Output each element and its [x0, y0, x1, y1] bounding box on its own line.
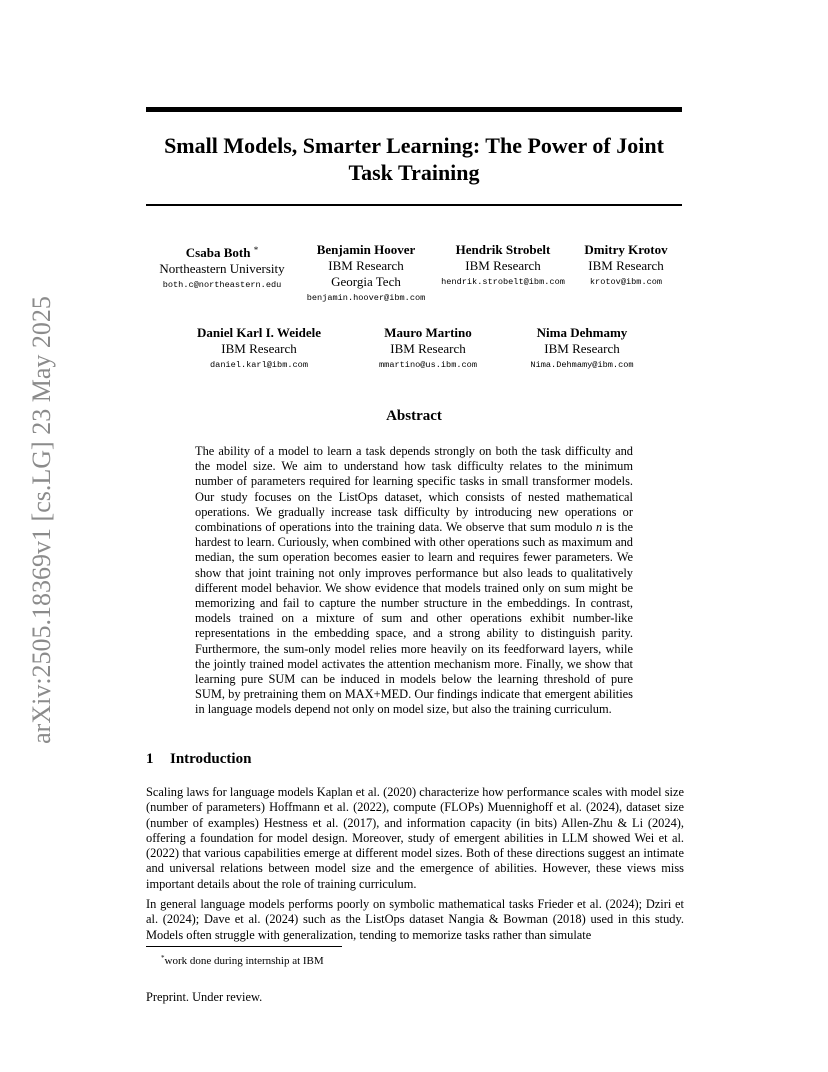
abstract-body: The ability of a model to learn a task depends strongly on both the task difficulty and the model size. We aim to understand how task difficulty relates to the minimum number of parameters required for learning specific tasks in small transformer models. Our study focuses on the ListOps dataset, which consists of nested mathematical operations. We gradually increase task difficulty by introducing new operations or combinations of operations into the training data. We observe that sum modulo n is the hardest to learn. Curiously, when combined with other operations such as maximum and median, the sum operation becomes easier to learn and requires fewer parameters. We show that joint training not only improves performance but also leads to qualitatively different model behavior. We show evidence that models trained only on sum might be memorizing and fail to capture the number structure in the embeddings. In contrast, models trained on a mixture of sum and other operations exhibit number-like representations in the embedding space, and a strong ability to distinguish parity. Furthermore, the sum-only model relies more heavily on its feedforward layers, while the jointly trained model activates the attention mechanism more. Finally, we show that learning pure SUM can be induced in models below the learning threshold of pure SUM, by pretraining them on MAX+MED. Our findings indicate that emergent abilities in language models depend not only on model size, but also the training curriculum.: [195, 444, 633, 717]
author-affiliation: Northeastern University: [159, 261, 285, 276]
author-affiliation: IBM Research: [544, 341, 620, 356]
paper-title: [146, 132, 682, 186]
author-block: [438, 242, 568, 290]
author-name: Nima Dehmamy: [536, 325, 628, 340]
variable-n: n: [596, 520, 603, 535]
author-block: [152, 242, 292, 293]
author-email[interactable]: both.c@northeastern.edu: [162, 280, 282, 290]
author-name: Hendrik Strobelt: [455, 242, 551, 257]
author-email[interactable]: benjamin.hoover@ibm.com: [306, 293, 426, 303]
footnote-mark: *: [161, 954, 165, 962]
abstract-heading: Abstract: [386, 408, 442, 424]
author-name: Mauro Martino: [384, 325, 472, 340]
title-line-2: Task Training: [348, 160, 480, 185]
author-name: Daniel Karl I. Weidele: [197, 325, 321, 340]
intro-paragraph-2: In general language models performs poorly on symbolic mathematical tasks Frieder et al. (2024); Dziri et al. (2024); Dave et al. (2024) such as the ListOps dataset Nangia & Bowman (2018) used in this study. Models often struggle with generalization, tending to memorize tasks rather than simulate: [146, 897, 684, 942]
author-block: [516, 325, 648, 373]
author-affiliation: IBM Research: [465, 258, 541, 273]
author-email[interactable]: Nima.Dehmamy@ibm.com: [530, 360, 634, 370]
author-email[interactable]: mmartino@us.ibm.com: [379, 360, 477, 370]
author-name: Csaba Both *: [185, 245, 259, 260]
author-email[interactable]: krotov@ibm.com: [589, 277, 663, 287]
author-affiliation: IBM Research: [390, 341, 466, 356]
author-affiliation: IBM Research: [328, 258, 404, 273]
title-line-1: Small Models, Smarter Learning: The Power of Joint: [164, 133, 664, 158]
author-affiliation: IBM Research: [221, 341, 297, 356]
author-block: [358, 325, 498, 373]
author-affiliation: Georgia Tech: [331, 274, 401, 289]
title-top-rule: [146, 107, 682, 112]
footnote-rule: [146, 946, 342, 947]
author-affiliation: IBM Research: [588, 258, 664, 273]
author-block: [576, 242, 676, 290]
author-email[interactable]: daniel.karl@ibm.com: [210, 360, 308, 370]
author-block: [184, 325, 334, 373]
footnote-text: work done during internship at IBM: [164, 955, 324, 967]
author-block: [296, 242, 436, 306]
section-number: 1: [146, 751, 154, 767]
author-name: Benjamin Hoover: [316, 242, 416, 257]
title-bottom-rule: [146, 204, 682, 206]
arxiv-sidebar: [22, 275, 62, 765]
intro-paragraph-1: Scaling laws for language models Kaplan et al. (2020) characterize how performance scales with model size (number of parameters) Hoffmann et al. (2022), compute (FLOPs) Muennighoff et al. (2024), dataset size (number of examples) Hestness et al. (2017), and information capacity (in bits) Allen-Zhu & Li (2024), offering a foundation for model design. Moreover, study of emergent abilities in LLM showed Wei et al. (2022) that various capabilities emerge at different model sizes. Both of these directions suggest an intimate and universal relations between model size and the emergence of abilities. However, these views miss important details about the role of training curriculum.: [146, 785, 684, 891]
footnote: [161, 951, 324, 968]
author-email[interactable]: hendrik.strobelt@ibm.com: [441, 277, 565, 287]
author-name: Dmitry Krotov: [584, 242, 668, 257]
section-heading: [146, 751, 251, 768]
page-footer: Preprint. Under review.: [146, 990, 263, 1004]
arxiv-identifier: arXiv:2505.18369v1 [cs.LG] 23 May 2025: [27, 296, 56, 744]
section-title: Introduction: [170, 751, 252, 767]
